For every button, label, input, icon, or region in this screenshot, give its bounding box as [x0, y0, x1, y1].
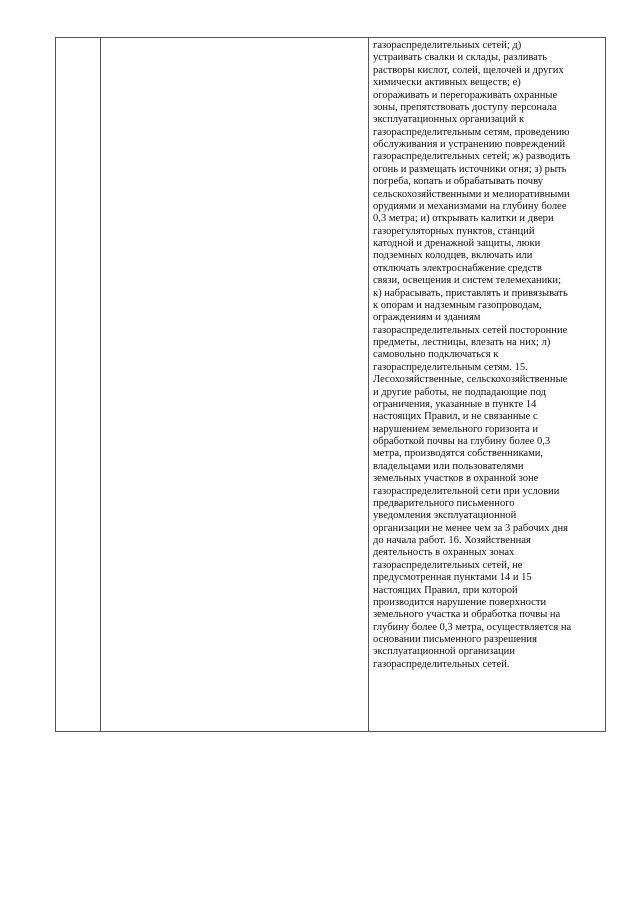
row-number-text	[56, 38, 100, 40]
description-line: газораспределительных сетей.	[373, 658, 510, 670]
description-line: связи, освещения и систем телемеханики;	[373, 275, 561, 287]
description-line: газораспределительных сетей; д)	[373, 40, 522, 51]
description-line: зоны, препятствовать доступу персонала	[373, 101, 557, 113]
description-line: растворы кислот, солей, щелочей и других	[373, 64, 564, 76]
description-line: земельного участка и обработка почвы на	[373, 609, 561, 621]
description-line: эксплуатационной организации	[373, 646, 515, 658]
description-line: газораспределительной сети при условии	[373, 485, 560, 497]
description-line: настоящих Правил, и не связанные с	[373, 411, 538, 423]
description-line: газораспределительных сетей, не	[373, 559, 523, 571]
description-line: к) набрасывать, приставлять и привязывать	[373, 287, 568, 299]
description-line: глубину более 0,3 метра, осуществляется на	[373, 621, 572, 633]
description-line: газораспределительным сетям. 15.	[373, 361, 528, 373]
description-line: предварительного письменного	[373, 497, 515, 509]
description-line: газораспределительным сетям, проведению	[373, 126, 570, 138]
description-line: отключать электроснабжение средств	[373, 262, 542, 274]
description-line: обработкой почвы на глубину более 0,3	[373, 436, 551, 447]
row-title-cell	[101, 38, 369, 732]
row-number-cell	[56, 38, 101, 732]
description-line: погреба, копать и обрабатывать почву	[373, 176, 543, 188]
description-line: нарушением земельного горизонта и	[373, 423, 538, 435]
document-table	[55, 37, 606, 732]
row-description-text	[369, 38, 605, 671]
description-line: Лесохозяйственные, сельскохозяйственные	[373, 374, 568, 386]
description-line: орудиями и механизмами на глубину более	[373, 200, 567, 212]
description-line: предметы, лестницы, влезать на них; л)	[373, 337, 551, 348]
description-line: устраивать свалки и склады, разливать	[373, 52, 548, 64]
description-line: 0,3 метра; и) открывать калитки и двери	[373, 213, 554, 225]
description-line: метра, производятся собственниками,	[373, 448, 544, 460]
description-line: и другие работы, не подпадающие под	[373, 386, 547, 398]
table-row	[56, 38, 606, 732]
description-line: обслуживания и устранению повреждений	[373, 139, 566, 150]
description-line: огонь и размещать источники огня; з) рыть	[373, 163, 567, 175]
description-line: к опорам и надземным газопроводам,	[373, 299, 542, 311]
description-line: организации не менее чем за 3 рабочих дня	[373, 522, 568, 534]
description-line: огораживать и перегораживать охранные	[373, 89, 558, 101]
description-line: газораспределительных сетей посторонние	[373, 324, 568, 336]
description-line: эксплуатационных организаций к	[373, 114, 525, 126]
description-line: самовольно подключаться к	[373, 349, 499, 361]
description-line: подземных колодцев, включать или	[373, 250, 533, 262]
description-line: газораспределительных сетей; ж) разводить	[373, 151, 571, 163]
description-line: основании письменного разрешения	[373, 634, 537, 645]
description-line: до начала работ. 16. Хозяйственная	[373, 535, 531, 546]
description-line: предусмотренная пунктами 14 и 15	[373, 572, 532, 584]
description-line: сельскохозяйственными и мелиоративными	[373, 188, 570, 200]
row-title-text	[101, 38, 368, 40]
description-line: уведомления эксплуатационной	[373, 510, 517, 522]
description-line: катодной и дренажной защиты, люки	[373, 238, 541, 249]
description-line: настоящих Правил, при которой	[373, 584, 518, 596]
description-line: ограничения, указанные в пункте 14	[373, 398, 537, 410]
description-line: земельных участков в охранной зоне	[373, 473, 539, 485]
description-line: газорегуляторных пунктов, станций	[373, 225, 535, 237]
row-description-cell	[369, 38, 606, 732]
description-line: производится нарушение поверхности	[373, 596, 547, 608]
description-line: химически активных веществ; е)	[373, 77, 521, 89]
description-line: владельцами или пользователями	[373, 460, 524, 472]
description-line: ограждениям и зданиям	[373, 312, 481, 324]
description-line: деятельность в охранных зонах	[373, 547, 515, 559]
